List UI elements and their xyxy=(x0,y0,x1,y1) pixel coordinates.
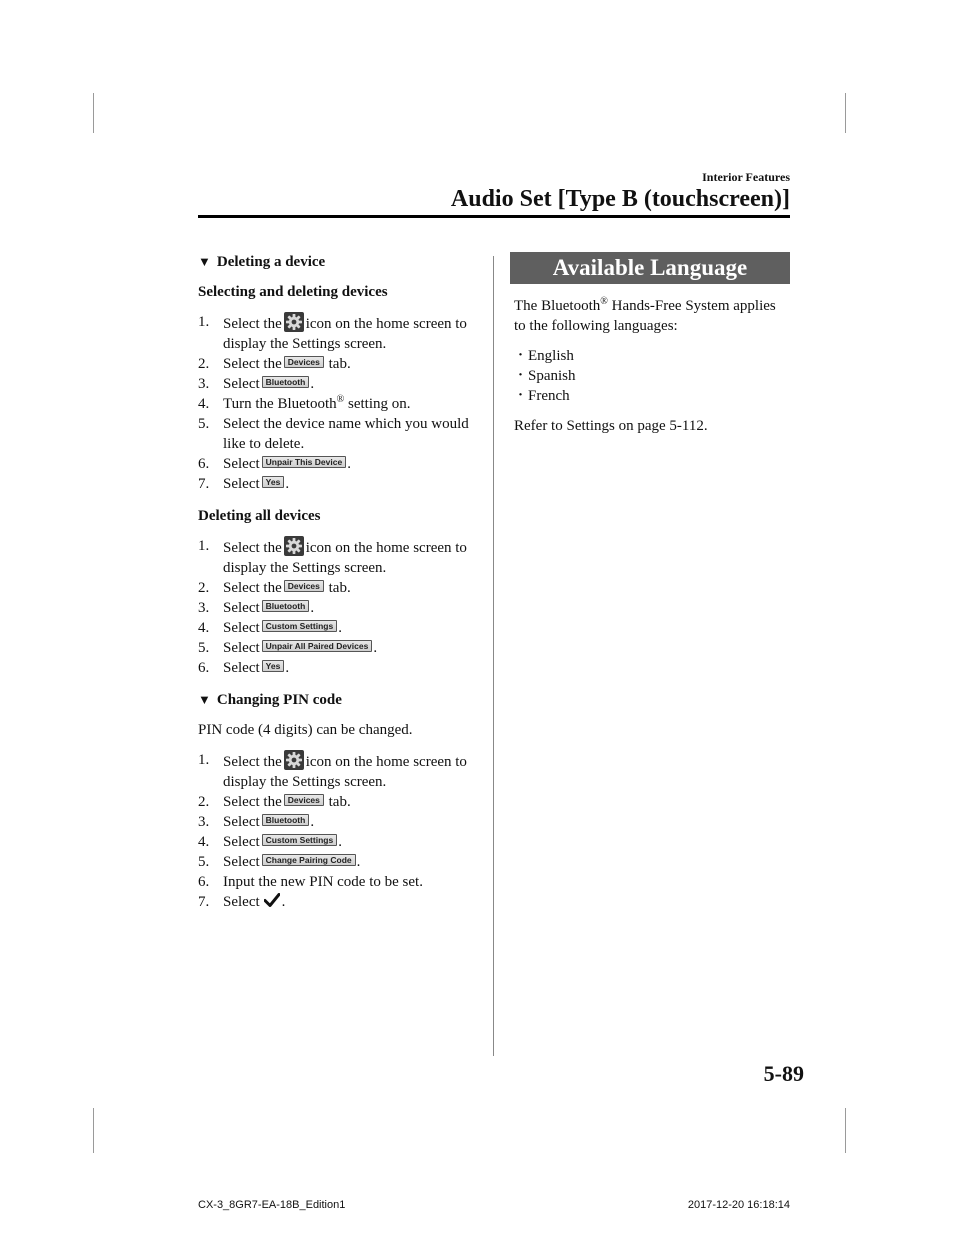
step-text: tab. xyxy=(324,356,351,372)
step-number: 1. xyxy=(198,538,210,554)
gear-icon xyxy=(284,536,304,556)
step-text: . xyxy=(338,834,342,850)
step-text: . xyxy=(285,476,290,492)
page-title: Audio Set [Type B (touchscreen)] xyxy=(450,186,790,212)
step-text: Select xyxy=(223,894,260,910)
footer-edition: CX-3_8GR7-EA-18B_Edition1 xyxy=(198,1199,346,1211)
step-item xyxy=(198,454,483,474)
devices-button: Devices xyxy=(284,580,324,592)
triangle-down-icon: ▼ xyxy=(198,692,211,707)
step-text: . xyxy=(347,456,351,472)
step-number: 5. xyxy=(198,854,210,870)
step-item xyxy=(198,536,483,578)
right-column xyxy=(514,252,790,446)
footer-timestamp: 2017-12-20 16:18:14 xyxy=(687,1199,790,1211)
bluetooth-button: Bluetooth xyxy=(262,376,310,388)
change-pairing-code-button: Change Pairing Code xyxy=(262,854,356,866)
step-number: 1. xyxy=(198,314,210,330)
step-number: 4. xyxy=(198,396,210,412)
column-divider xyxy=(493,256,494,1056)
step-number: 3. xyxy=(198,600,210,616)
step-number: 6. xyxy=(198,874,210,890)
custom-settings-button: Custom Settings xyxy=(262,834,338,846)
step-text: Select xyxy=(223,476,260,492)
devices-button: Devices xyxy=(284,794,324,806)
language-list xyxy=(514,346,790,406)
step-number: 2. xyxy=(198,794,210,810)
step-number: 1. xyxy=(198,752,210,768)
all-heading: Deleting all devices xyxy=(198,508,321,524)
step-item xyxy=(198,892,483,912)
step-text: Select the xyxy=(223,754,282,770)
step-text: Select xyxy=(223,640,260,656)
step-text: Select the device name which you would like to delete. xyxy=(223,416,469,452)
step-item xyxy=(198,578,483,598)
language-item: · French xyxy=(514,386,790,406)
step-text: icon on the home screen to display the Settings screen. xyxy=(223,754,467,790)
step-number: 5. xyxy=(198,416,210,432)
triangle-down-icon: ▼ xyxy=(198,254,211,269)
step-item xyxy=(198,312,483,354)
bluetooth-button: Bluetooth xyxy=(262,600,310,612)
step-number: 7. xyxy=(198,476,210,492)
step-text: Select xyxy=(223,660,260,676)
step-item xyxy=(198,394,483,414)
step-item xyxy=(198,658,483,678)
step-text: Input the new PIN code to be set. xyxy=(223,874,423,890)
step-text: . xyxy=(310,600,315,616)
step-text: Select the xyxy=(223,356,282,372)
step-number: 2. xyxy=(198,356,210,372)
step-text: setting on. xyxy=(344,396,411,412)
gear-icon xyxy=(284,312,304,332)
step-text: icon on the home screen to display the Settings screen. xyxy=(223,316,467,352)
step-item xyxy=(198,618,483,638)
selecting-steps xyxy=(198,312,483,494)
step-number: 6. xyxy=(198,660,210,676)
left-column xyxy=(198,252,483,924)
selecting-heading: Selecting and deleting devices xyxy=(198,284,388,300)
language-item: · English xyxy=(514,346,790,366)
step-number: 4. xyxy=(198,834,210,850)
bluetooth-button: Bluetooth xyxy=(262,814,310,826)
step-text: Select the xyxy=(223,316,282,332)
gear-icon xyxy=(284,750,304,770)
page-number: 5-89 xyxy=(763,1061,804,1086)
language-item: · Spanish xyxy=(514,366,790,386)
unpair-all-paired-devices-button: Unpair All Paired Devices xyxy=(262,640,373,652)
step-item xyxy=(198,598,483,618)
step-number: 3. xyxy=(198,814,210,830)
available-language-banner: Available Language xyxy=(510,252,790,284)
all-steps xyxy=(198,536,483,678)
yes-button: Yes xyxy=(262,660,285,672)
step-item xyxy=(198,474,483,494)
pin-heading: ▼ Changing PIN code xyxy=(198,692,342,708)
step-number: 4. xyxy=(198,620,210,636)
step-item xyxy=(198,872,483,892)
step-text: Select the xyxy=(223,580,282,596)
pin-steps xyxy=(198,750,483,912)
step-number: 3. xyxy=(198,376,210,392)
step-text: Select xyxy=(223,814,260,830)
step-text: . xyxy=(285,660,290,676)
checkmark-icon xyxy=(264,893,280,907)
step-text: Select xyxy=(223,834,260,850)
step-number: 7. xyxy=(198,894,210,910)
step-text: Select xyxy=(223,456,260,472)
custom-settings-button: Custom Settings xyxy=(262,620,338,632)
step-item xyxy=(198,638,483,658)
registered-mark: ® xyxy=(336,394,345,405)
step-text: Select the xyxy=(223,540,282,556)
step-item xyxy=(198,414,483,454)
deleting-heading: ▼ Deleting a device xyxy=(198,254,326,270)
step-item xyxy=(198,812,483,832)
step-item xyxy=(198,354,483,374)
step-item xyxy=(198,374,483,394)
step-item xyxy=(198,750,483,792)
step-item xyxy=(198,792,483,812)
language-intro: The Bluetooth® Hands-Free System applies to the following languages: xyxy=(514,296,776,334)
step-text: icon on the home screen to display the Settings screen. xyxy=(223,540,467,576)
section-label: Interior Features xyxy=(702,170,790,184)
yes-button: Yes xyxy=(262,476,285,488)
step-text: . xyxy=(338,620,342,636)
step-number: 2. xyxy=(198,580,210,596)
step-text: tab. xyxy=(324,794,351,810)
step-text: . xyxy=(281,894,286,910)
header-rule xyxy=(198,215,790,218)
step-number: 5. xyxy=(198,640,210,656)
step-text: Select xyxy=(223,854,260,870)
step-text: . xyxy=(373,640,378,656)
step-text: Select xyxy=(223,600,260,616)
refer-text: Refer to Settings on page 5-112. xyxy=(514,418,708,434)
step-text: Select the xyxy=(223,794,282,810)
step-item xyxy=(198,832,483,852)
devices-button: Devices xyxy=(284,356,324,368)
unpair-this-device-button: Unpair This Device xyxy=(262,456,347,468)
step-item xyxy=(198,852,483,872)
step-text: Select xyxy=(223,620,260,636)
step-text: . xyxy=(310,376,315,392)
pin-intro: PIN code (4 digits) can be changed. xyxy=(198,722,413,738)
step-text: Turn the Bluetooth xyxy=(223,396,337,412)
step-number: 6. xyxy=(198,456,210,472)
step-text: tab. xyxy=(324,580,351,596)
step-text: . xyxy=(310,814,315,830)
step-text: Select xyxy=(223,376,260,392)
step-text: . xyxy=(356,854,361,870)
